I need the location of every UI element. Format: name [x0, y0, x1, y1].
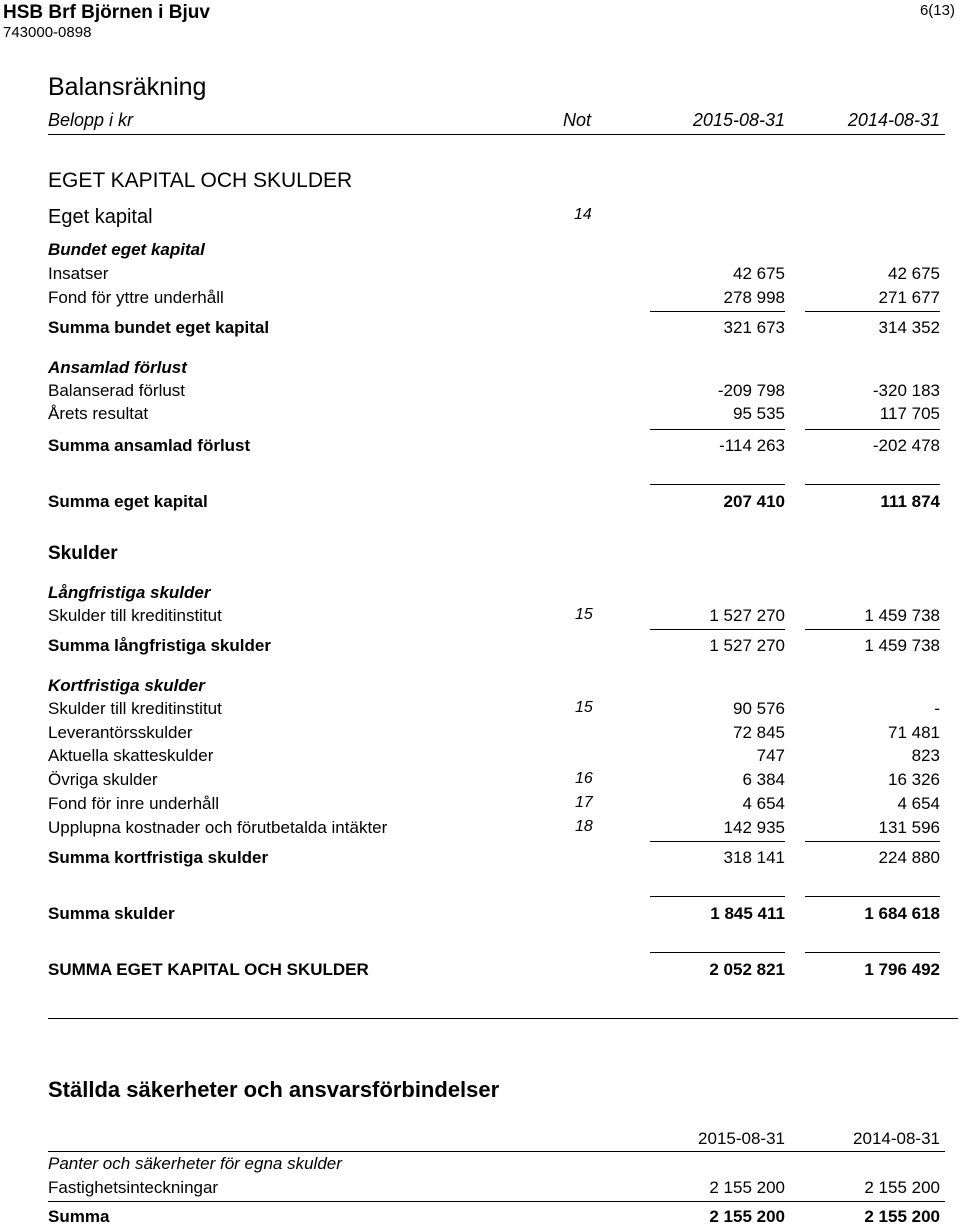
row-label: Fond för inre underhåll — [48, 794, 220, 813]
row-label: Årets resultat — [48, 404, 149, 423]
row-value-2015: 72 845 — [733, 723, 785, 742]
total-rule-2015 — [650, 484, 785, 485]
row-value-2014: 1 684 618 — [864, 904, 940, 923]
organization-name: HSB Brf Björnen i Bjuv — [3, 2, 210, 23]
row-value-2014: 111 874 — [880, 492, 940, 511]
page-number: 6(13) — [919, 2, 955, 19]
row-note: 17 — [575, 794, 593, 811]
pledged-header-divider — [48, 1151, 945, 1152]
restricted-equity-heading: Bundet eget kapital — [48, 240, 205, 259]
sum-rule-2015 — [650, 311, 785, 312]
row-label: Summa långfristiga skulder — [48, 636, 271, 655]
row-value-2015: 1 527 270 — [709, 606, 785, 625]
row-label: Fastighetsinteckningar — [48, 1178, 219, 1197]
row-label: Övriga skulder — [48, 770, 158, 789]
row-value-2015: 6 384 — [742, 770, 785, 789]
section-title: EGET KAPITAL OCH SKULDER — [48, 169, 353, 192]
row-value-2015: 2 155 200 — [709, 1178, 785, 1197]
row-value-2014: 2 155 200 — [864, 1207, 940, 1226]
equity-heading: Eget kapital — [48, 206, 153, 228]
row-value-2014: 131 596 — [878, 818, 940, 837]
pledged-year-2015-header: 2015-08-31 — [698, 1129, 785, 1148]
row-value-2014: 314 352 — [878, 318, 940, 337]
liabilities-heading: Skulder — [48, 543, 118, 564]
row-label: SUMMA EGET KAPITAL OCH SKULDER — [48, 960, 369, 979]
sum-rule-2014 — [805, 311, 940, 312]
row-label: Balanserad förlust — [48, 381, 186, 400]
row-label: Aktuella skatteskulder — [48, 746, 214, 765]
row-value-2015: 747 — [756, 746, 785, 765]
row-value-2015: -209 798 — [717, 381, 785, 400]
row-value-2015: 2 155 200 — [709, 1207, 785, 1226]
row-value-2014: 1 459 738 — [864, 636, 940, 655]
row-value-2015: 95 535 — [733, 404, 785, 423]
row-value-2015: 4 654 — [742, 794, 785, 813]
row-label: Insatser — [48, 264, 109, 283]
note-column-header: Not — [563, 110, 592, 130]
row-value-2015: -114 263 — [719, 436, 785, 455]
row-value-2014: 1 796 492 — [864, 960, 940, 979]
row-label: Summa eget kapital — [48, 492, 208, 511]
sum-rule-2014 — [805, 841, 940, 842]
row-label: Fond för yttre underhåll — [48, 288, 224, 307]
equity-note: 14 — [574, 206, 592, 223]
row-value-2014: 4 654 — [897, 794, 940, 813]
row-value-2015: 90 576 — [733, 699, 785, 718]
row-label: Summa kortfristiga skulder — [48, 848, 269, 867]
amount-currency-label: Belopp i kr — [48, 110, 134, 130]
row-note: 18 — [575, 818, 593, 835]
row-value-2014: 1 459 738 — [864, 606, 940, 625]
row-value-2015: 1 527 270 — [709, 636, 785, 655]
row-value-2015: 278 998 — [723, 288, 785, 307]
row-value-2014: 16 326 — [888, 770, 940, 789]
balance-sheet-title: Balansräkning — [48, 73, 207, 101]
row-value-2015: 142 935 — [723, 818, 785, 837]
short-term-liabilities-heading: Kortfristiga skulder — [48, 676, 205, 695]
row-value-2015: 1 845 411 — [710, 904, 785, 923]
row-label: Leverantörsskulder — [48, 723, 193, 742]
pledged-year-2014-header: 2014-08-31 — [853, 1129, 940, 1148]
header-divider — [48, 134, 945, 135]
row-label: Summa — [48, 1207, 110, 1226]
total-rule-2015 — [650, 896, 785, 897]
row-value-2015: 318 141 — [723, 848, 785, 867]
row-label: Skulder till kreditinstitut — [48, 699, 222, 718]
sum-rule-2014 — [805, 629, 940, 630]
row-value-2015: 2 052 821 — [709, 960, 785, 979]
year-2014-column-header: 2014-08-31 — [847, 110, 940, 130]
section-divider — [48, 1018, 958, 1019]
row-value-2014: - — [934, 699, 940, 718]
accumulated-loss-heading: Ansamlad förlust — [48, 358, 187, 377]
pledged-subtitle: Panter och säkerheter för egna skulder — [48, 1154, 342, 1173]
long-term-liabilities-heading: Långfristiga skulder — [48, 583, 211, 602]
row-label: Skulder till kreditinstitut — [48, 606, 222, 625]
grand-total-rule-2015 — [650, 952, 785, 953]
sum-rule-2015 — [650, 429, 785, 430]
year-2015-column-header: 2015-08-31 — [692, 110, 785, 130]
sum-rule-2015 — [650, 841, 785, 842]
total-rule-2014 — [805, 896, 940, 897]
row-value-2014: 117 705 — [879, 404, 940, 423]
row-note: 15 — [575, 699, 593, 716]
row-value-2015: 207 410 — [723, 492, 785, 511]
sum-rule-2015 — [650, 629, 785, 630]
pledged-sum-divider — [48, 1201, 945, 1202]
row-label: Upplupna kostnader och förutbetalda intäkter — [48, 818, 388, 837]
organization-number: 743000-0898 — [3, 24, 92, 41]
sum-rule-2014 — [805, 429, 940, 430]
row-label: Summa skulder — [48, 904, 175, 923]
row-note: 15 — [575, 606, 593, 623]
row-label: Summa ansamlad förlust — [48, 436, 251, 455]
row-value-2014: 42 675 — [888, 264, 940, 283]
row-value-2014: 2 155 200 — [864, 1178, 940, 1197]
row-value-2015: 42 675 — [733, 264, 785, 283]
row-note: 16 — [575, 770, 593, 787]
row-label: Summa bundet eget kapital — [48, 318, 270, 337]
grand-total-rule-2014 — [805, 952, 940, 953]
row-value-2015: 321 673 — [723, 318, 785, 337]
row-value-2014: 271 677 — [878, 288, 940, 307]
total-rule-2014 — [805, 484, 940, 485]
row-value-2014: -320 183 — [872, 381, 940, 400]
row-value-2014: 823 — [911, 746, 940, 765]
row-value-2014: -202 478 — [872, 436, 940, 455]
row-value-2014: 224 880 — [878, 848, 940, 867]
row-value-2014: 71 481 — [888, 723, 940, 742]
pledged-assets-title: Ställda säkerheter och ansvarsförbindelser — [48, 1077, 500, 1102]
